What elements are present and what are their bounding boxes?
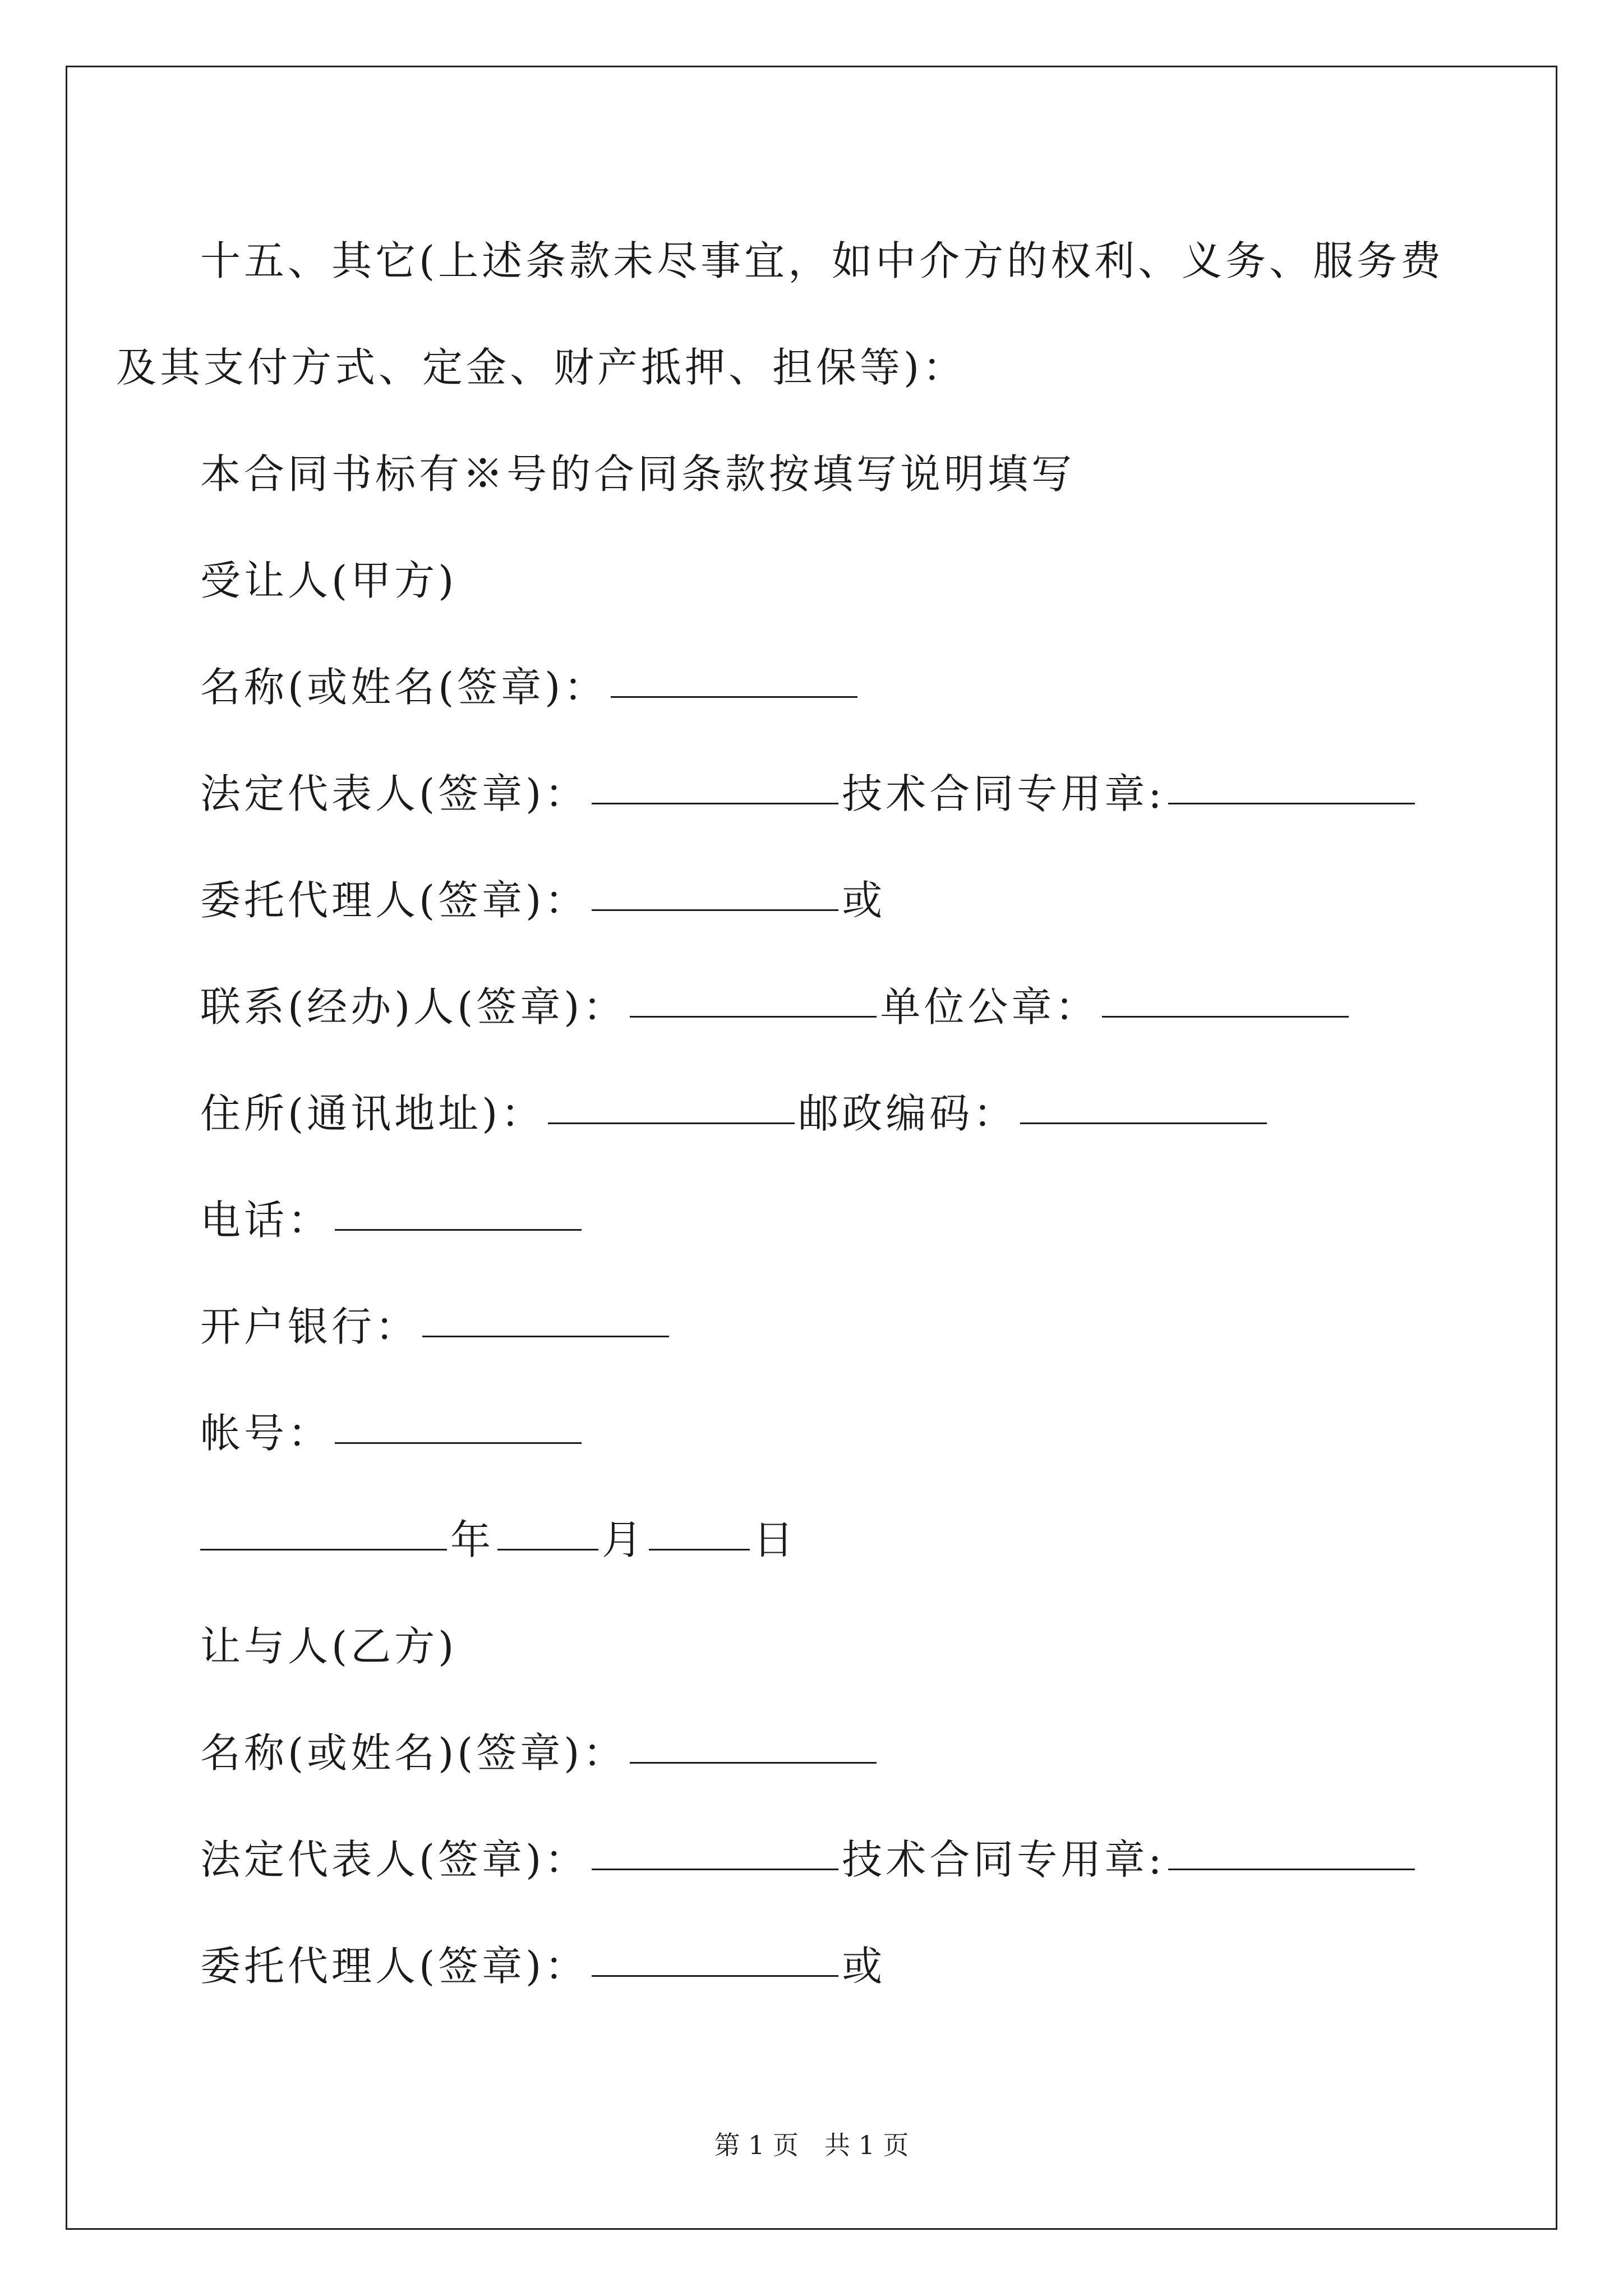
- party-a-agent-blank[interactable]: [592, 909, 838, 911]
- clause-15-line-1: [200, 208, 1445, 314]
- party-a-phone-blank[interactable]: [335, 1228, 582, 1231]
- party-a-name-blank[interactable]: [611, 696, 857, 698]
- party-b-legal-rep-label: 法定代表人(签章)：: [200, 1836, 589, 1883]
- party-b-agent-label: 委托代理人(签章)：: [200, 1943, 589, 1990]
- clause-15-line-2: [116, 314, 1434, 421]
- party-a-day-blank[interactable]: [649, 1548, 750, 1550]
- party-b-contract-seal-blank[interactable]: [1168, 1868, 1415, 1870]
- party-b-or-text: 或: [842, 1943, 886, 1990]
- page-footer: [0, 2125, 1623, 2162]
- party-a-date-row: [200, 1487, 1434, 1593]
- party-b-legal-rep-blank[interactable]: [592, 1868, 838, 1870]
- party-a-unit-seal-label: 单位公章：: [880, 983, 1099, 1030]
- party-b-contract-seal-label: 技术合同专用章:: [842, 1836, 1165, 1883]
- party-a-postcode-blank[interactable]: [1020, 1122, 1267, 1124]
- party-a-account-label: 帐号：: [200, 1410, 332, 1457]
- party-a-account-row: [200, 1380, 1434, 1487]
- party-a-month-blank[interactable]: [497, 1548, 598, 1550]
- party-a-bank-blank[interactable]: [422, 1335, 669, 1337]
- party-b-name-row: [200, 1700, 1434, 1806]
- party-b-heading: [200, 1593, 1434, 1700]
- party-a-name-row: [200, 634, 1434, 740]
- party-a-contact-row: [200, 954, 1434, 1060]
- party-a-year-blank[interactable]: [200, 1548, 447, 1550]
- party-a-legal-rep-row: [200, 740, 1434, 847]
- party-a-contact-blank[interactable]: [630, 1015, 877, 1018]
- party-b-agent-blank[interactable]: [592, 1975, 838, 1977]
- party-a-bank-label: 开户银行：: [200, 1303, 419, 1350]
- note-text: 本合同书标有※号的合同条款按填写说明填写: [200, 450, 1076, 498]
- party-a-phone-row: [200, 1167, 1434, 1273]
- party-b-name-blank[interactable]: [630, 1761, 877, 1764]
- party-b-agent-row: [200, 1913, 1434, 2019]
- party-a-title: 受让人(甲方): [200, 557, 458, 604]
- party-a-contract-seal-blank[interactable]: [1168, 802, 1415, 804]
- party-a-contract-seal-label: 技术合同专用章:: [842, 770, 1165, 817]
- party-b-legal-rep-row: [200, 1806, 1434, 1913]
- party-a-address-blank[interactable]: [548, 1122, 795, 1124]
- party-a-unit-seal-blank[interactable]: [1102, 1015, 1349, 1018]
- party-b-name-label: 名称(或姓名)(签章)：: [200, 1729, 627, 1777]
- clause-15-text-2: 及其支付方式、定金、财产抵押、担保等)：: [116, 344, 967, 391]
- party-a-postcode-label: 邮政编码：: [798, 1090, 1017, 1137]
- party-a-heading: [200, 527, 1434, 634]
- party-a-legal-rep-label: 法定代表人(签章)：: [200, 770, 589, 817]
- party-a-name-label: 名称(或姓名(签章)：: [200, 664, 608, 711]
- page-number: 第 1 页 共 1 页: [714, 2130, 909, 2160]
- party-a-address-row: [200, 1060, 1434, 1167]
- party-a-legal-rep-blank[interactable]: [592, 802, 838, 804]
- document-body: [116, 208, 1445, 2019]
- year-label: 年: [450, 1516, 495, 1563]
- party-a-contact-label: 联系(经办)人(签章)：: [200, 983, 627, 1030]
- party-a-agent-label: 委托代理人(签章)：: [200, 877, 589, 924]
- month-label: 月: [602, 1516, 646, 1563]
- party-a-bank-row: [200, 1273, 1434, 1380]
- note-line: [200, 421, 1434, 527]
- party-a-agent-row: [200, 847, 1434, 954]
- party-b-title: 让与人(乙方): [200, 1623, 458, 1670]
- party-a-phone-label: 电话：: [200, 1197, 332, 1244]
- party-a-account-blank[interactable]: [335, 1442, 582, 1444]
- party-a-address-label: 住所(通讯地址)：: [200, 1090, 545, 1137]
- clause-15-text-1: 十五、其它(上述条款未尽事宜，如中介方的权利、义务、服务费: [200, 237, 1445, 284]
- party-a-or-text: 或: [842, 877, 886, 924]
- day-label: 日: [753, 1516, 797, 1563]
